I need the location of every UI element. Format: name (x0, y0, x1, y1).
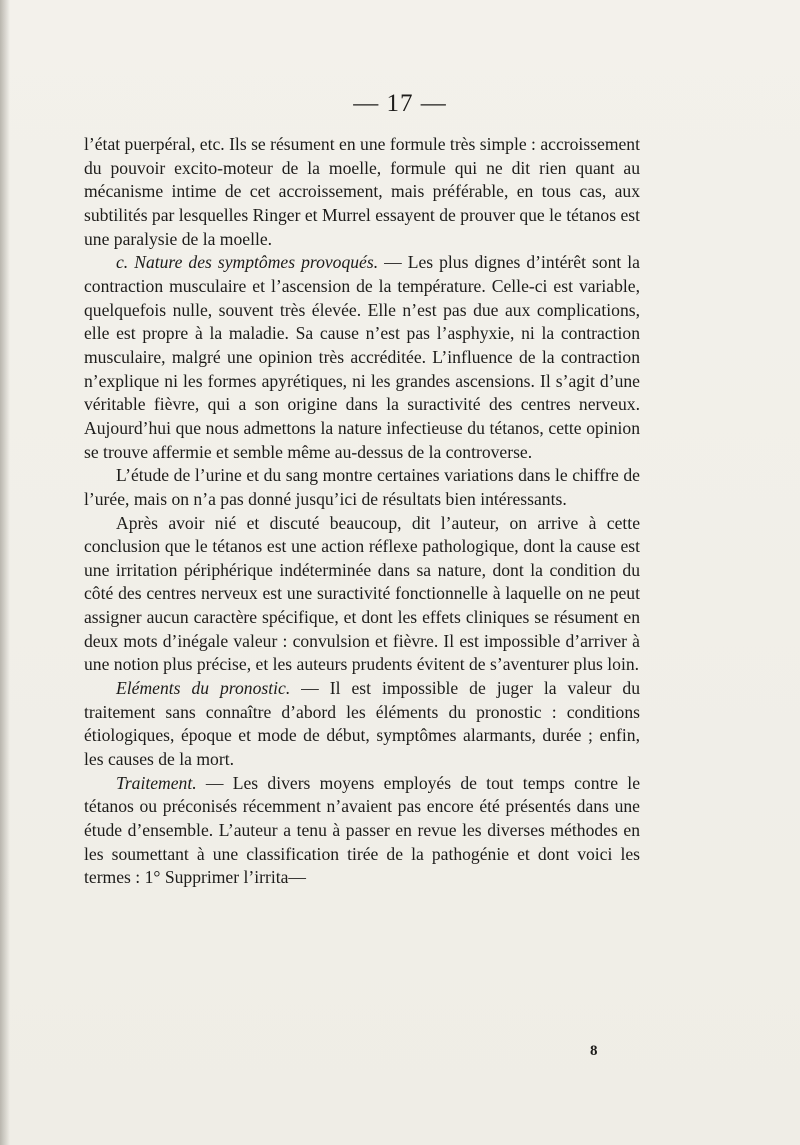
paragraph-5 (84, 677, 640, 772)
signature-mark: 8 (590, 1043, 598, 1059)
heading-traitement: Traitement. (116, 772, 197, 793)
heading-elements-du-pronostic: Eléments du pronostic. (116, 678, 291, 699)
heading-nature-des-symptomes: c. Nature des symptômes provoqués. (116, 252, 379, 273)
paragraph-2 (84, 251, 640, 464)
body-text (84, 133, 640, 890)
page-number: — 17 — (353, 90, 447, 117)
paragraph-3 (84, 464, 640, 511)
page-edge-shadow (0, 0, 10, 1145)
paragraph-4-text: Après avoir nié et discuté beaucoup, dit l’auteur, on arrive à cette conclusion que le tétanos est une action réflexe pathologique, dont la cause est une irritation périphérique indéterminée dans sa nature, dont la condition du côté des centres nerveux est une suractivité fonctionnelle à laquelle on ne peut assigner aucun caractère spécifique, et dont les effets cliniques se résument en deux mots d’inégale valeur : convulsion et fièvre. Il est impossible d’arriver à une notion plus précise, et les auteurs prudents évitent de s’aventurer plus loin. (84, 512, 640, 675)
paragraph-1 (84, 133, 640, 251)
paragraph-3-text: L’étude de l’urine et du sang montre certaines variations dans le chiffre de l’urée, mais on n’a pas donné jusqu’ici de résultats bien intéressants. (84, 465, 640, 509)
paragraph-2-text: — Les plus dignes d’intérêt sont la contraction musculaire et l’ascension de la température. Celle-ci est variable, quelquefois nulle, souvent très élevée. Elle n’est pas due aux complications, elle est propre à la maladie. Sa cause n’est pas l’asphyxie, ni la contraction musculaire, malgré une opinion très accréditée. L’influence de la contraction n’explique ni les formes apyrétiques, ni les grandes ascensions. Il s’agit d’une véritable fièvre, qui a son origine dans la suractivité des centres nerveux. Aujourd’hui que nous admettons la nature infectieuse du tétanos, cette opinion se trouve affermie et semble même au-dessus de la controverse. (84, 252, 640, 462)
paragraph-1-text: l’état puerpéral, etc. Ils se résument en une formule très simple : accroissement du pouvoir excito-moteur de la moelle, formule qui ne dit rien quant au mécanisme intime de cet accroissement, mais préférable, en tous cas, aux subtilités par lesquelles Ringer et Murrel essayent de prouver que le tétanos est une paralysie de la moelle. (84, 134, 640, 249)
paragraph-6 (84, 772, 640, 890)
paragraph-4 (84, 512, 640, 678)
paragraph-5-text: — Il est impossible de juger la valeur du traitement sans connaître d’abord les éléments du pronostic : conditions étiologiques, époque et mode de début, symptômes alarmants, durée ; enfin, les causes de la mort. (84, 678, 640, 770)
paragraph-6-text: — Les divers moyens employés de tout temps contre le tétanos ou préconisés récemment n’avaient pas encore été présentés dans une étude d’ensemble. L’auteur a tenu à passer en revue les diverses méthodes en les soumettant à une classification tirée de la pathogénie et dont voici les termes : 1° Supprimer l’irrita— (84, 772, 640, 888)
